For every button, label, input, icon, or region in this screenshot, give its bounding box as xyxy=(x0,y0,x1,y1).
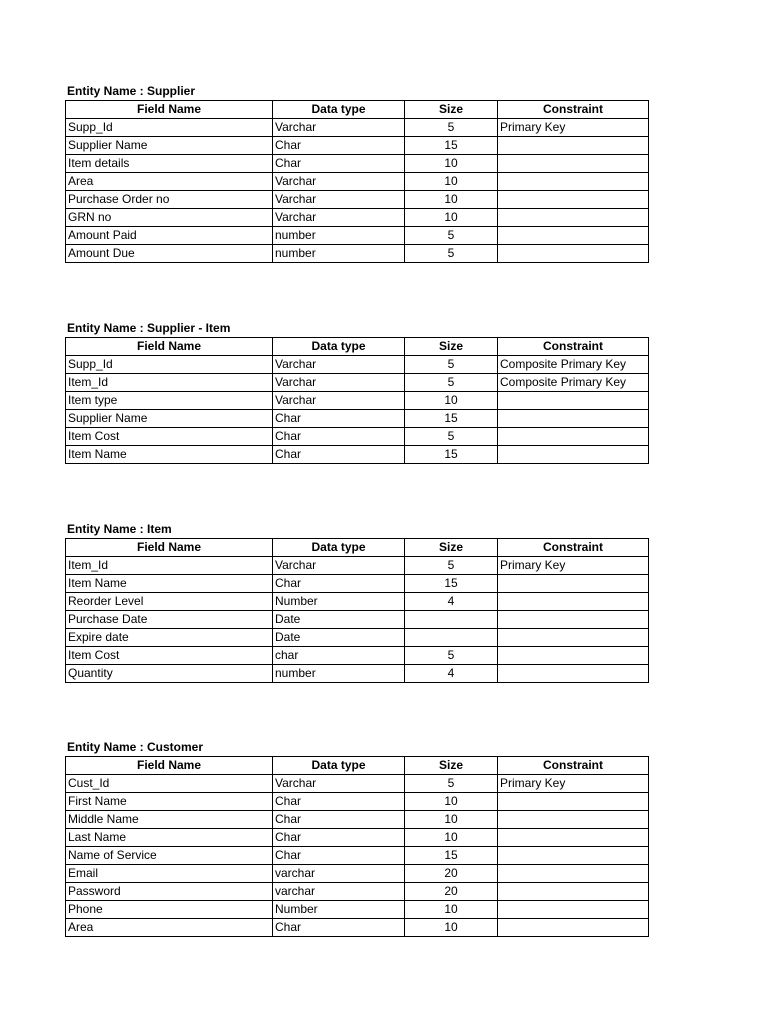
header-data-type: Data type xyxy=(273,101,405,119)
data-type-cell: Date xyxy=(273,629,405,647)
data-type-cell: Char xyxy=(273,919,405,937)
size-cell: 10 xyxy=(405,919,498,937)
constraint-cell xyxy=(498,191,649,209)
size-cell: 5 xyxy=(405,557,498,575)
entity-table xyxy=(65,100,649,263)
table-row xyxy=(66,793,649,811)
table-row xyxy=(66,883,649,901)
size-cell: 10 xyxy=(405,829,498,847)
table-row xyxy=(66,374,649,392)
header-size: Size xyxy=(405,338,498,356)
constraint-cell xyxy=(498,919,649,937)
data-type-cell: number xyxy=(273,245,405,263)
table-row xyxy=(66,119,649,137)
constraint-cell xyxy=(498,665,649,683)
constraint-cell xyxy=(498,647,649,665)
header-constraint: Constraint xyxy=(498,101,649,119)
table-row xyxy=(66,775,649,793)
data-type-cell: Char xyxy=(273,155,405,173)
table-row xyxy=(66,665,649,683)
header-size: Size xyxy=(405,101,498,119)
data-type-cell: Number xyxy=(273,593,405,611)
table-row xyxy=(66,611,649,629)
table-row xyxy=(66,227,649,245)
data-type-cell: Varchar xyxy=(273,173,405,191)
size-cell: 15 xyxy=(405,137,498,155)
size-cell: 20 xyxy=(405,865,498,883)
constraint-cell xyxy=(498,829,649,847)
entity-table xyxy=(65,538,649,683)
table-row xyxy=(66,245,649,263)
data-type-cell: varchar xyxy=(273,883,405,901)
field-name-cell: Name of Service xyxy=(66,847,273,865)
header-field-name: Field Name xyxy=(66,539,273,557)
entity-title: Entity Name : Supplier - Item xyxy=(67,321,231,335)
field-name-cell: Area xyxy=(66,173,273,191)
header-row xyxy=(66,757,649,775)
constraint-cell xyxy=(498,865,649,883)
constraint-cell xyxy=(498,811,649,829)
header-field-name: Field Name xyxy=(66,338,273,356)
constraint-cell xyxy=(498,392,649,410)
constraint-cell xyxy=(498,410,649,428)
field-name-cell: Amount Due xyxy=(66,245,273,263)
constraint-cell xyxy=(498,793,649,811)
data-type-cell: Varchar xyxy=(273,356,405,374)
field-name-cell: Item Cost xyxy=(66,428,273,446)
data-type-cell: Date xyxy=(273,611,405,629)
header-row xyxy=(66,539,649,557)
field-name-cell: Item details xyxy=(66,155,273,173)
table-row xyxy=(66,901,649,919)
header-row xyxy=(66,338,649,356)
size-cell: 4 xyxy=(405,593,498,611)
constraint-cell xyxy=(498,446,649,464)
constraint-cell xyxy=(498,137,649,155)
field-name-cell: Supp_Id xyxy=(66,356,273,374)
header-data-type: Data type xyxy=(273,539,405,557)
data-type-cell: Char xyxy=(273,137,405,155)
header-field-name: Field Name xyxy=(66,757,273,775)
field-name-cell: Supplier Name xyxy=(66,137,273,155)
data-type-cell: Varchar xyxy=(273,119,405,137)
size-cell: 5 xyxy=(405,428,498,446)
entity-title: Entity Name : Customer xyxy=(67,740,204,754)
entity-title: Entity Name : Supplier xyxy=(67,84,196,98)
constraint-cell xyxy=(498,593,649,611)
entity-title: Entity Name : Item xyxy=(67,522,172,536)
size-cell: 20 xyxy=(405,883,498,901)
entity-supplier xyxy=(65,83,649,263)
table-row xyxy=(66,575,649,593)
field-name-cell: First Name xyxy=(66,793,273,811)
data-type-cell: Char xyxy=(273,428,405,446)
constraint-cell xyxy=(498,227,649,245)
data-type-cell: Varchar xyxy=(273,209,405,227)
constraint-cell: Composite Primary Key xyxy=(498,374,649,392)
data-type-cell: Varchar xyxy=(273,191,405,209)
field-name-cell: Item Name xyxy=(66,575,273,593)
data-type-cell: Char xyxy=(273,811,405,829)
header-field-name: Field Name xyxy=(66,101,273,119)
field-name-cell: Area xyxy=(66,919,273,937)
table-row xyxy=(66,191,649,209)
data-type-cell: Char xyxy=(273,575,405,593)
field-name-cell: Last Name xyxy=(66,829,273,847)
field-name-cell: Item_Id xyxy=(66,557,273,575)
field-name-cell: Password xyxy=(66,883,273,901)
size-cell: 4 xyxy=(405,665,498,683)
constraint-cell xyxy=(498,611,649,629)
size-cell: 15 xyxy=(405,575,498,593)
data-type-cell: number xyxy=(273,665,405,683)
table-row xyxy=(66,173,649,191)
constraint-cell xyxy=(498,173,649,191)
entity-table xyxy=(65,337,649,464)
header-data-type: Data type xyxy=(273,757,405,775)
header-constraint: Constraint xyxy=(498,539,649,557)
table-row xyxy=(66,629,649,647)
size-cell: 10 xyxy=(405,901,498,919)
field-name-cell: Supplier Name xyxy=(66,410,273,428)
data-type-cell: Varchar xyxy=(273,374,405,392)
data-type-cell: Number xyxy=(273,901,405,919)
field-name-cell: Supp_Id xyxy=(66,119,273,137)
data-type-cell: number xyxy=(273,227,405,245)
size-cell: 10 xyxy=(405,155,498,173)
constraint-cell xyxy=(498,901,649,919)
field-name-cell: GRN no xyxy=(66,209,273,227)
table-row xyxy=(66,137,649,155)
data-type-cell: Varchar xyxy=(273,392,405,410)
field-name-cell: Item Cost xyxy=(66,647,273,665)
size-cell: 5 xyxy=(405,119,498,137)
header-size: Size xyxy=(405,757,498,775)
table-row xyxy=(66,428,649,446)
size-cell: 5 xyxy=(405,227,498,245)
table-row xyxy=(66,410,649,428)
field-name-cell: Quantity xyxy=(66,665,273,683)
field-name-cell: Email xyxy=(66,865,273,883)
size-cell: 15 xyxy=(405,410,498,428)
data-type-cell: varchar xyxy=(273,865,405,883)
data-type-cell: Char xyxy=(273,829,405,847)
data-type-cell: Char xyxy=(273,793,405,811)
field-name-cell: Phone xyxy=(66,901,273,919)
constraint-cell: Primary Key xyxy=(498,119,649,137)
size-cell: 5 xyxy=(405,374,498,392)
field-name-cell: Amount Paid xyxy=(66,227,273,245)
size-cell: 10 xyxy=(405,209,498,227)
constraint-cell xyxy=(498,209,649,227)
constraint-cell xyxy=(498,428,649,446)
size-cell: 15 xyxy=(405,446,498,464)
size-cell: 10 xyxy=(405,191,498,209)
field-name-cell: Reorder Level xyxy=(66,593,273,611)
table-row xyxy=(66,209,649,227)
table-row xyxy=(66,647,649,665)
size-cell: 5 xyxy=(405,775,498,793)
data-type-cell: Char xyxy=(273,446,405,464)
field-name-cell: Item type xyxy=(66,392,273,410)
size-cell: 10 xyxy=(405,811,498,829)
constraint-cell xyxy=(498,883,649,901)
table-row xyxy=(66,919,649,937)
field-name-cell: Middle Name xyxy=(66,811,273,829)
table-row xyxy=(66,829,649,847)
table-row xyxy=(66,811,649,829)
size-cell: 10 xyxy=(405,793,498,811)
header-constraint: Constraint xyxy=(498,757,649,775)
entity-table xyxy=(65,756,649,937)
size-cell: 15 xyxy=(405,847,498,865)
table-row xyxy=(66,155,649,173)
table-row xyxy=(66,392,649,410)
constraint-cell xyxy=(498,155,649,173)
field-name-cell: Expire date xyxy=(66,629,273,647)
header-data-type: Data type xyxy=(273,338,405,356)
table-row xyxy=(66,557,649,575)
data-type-cell: Varchar xyxy=(273,775,405,793)
data-type-cell: char xyxy=(273,647,405,665)
field-name-cell: Item Name xyxy=(66,446,273,464)
size-cell: 5 xyxy=(405,356,498,374)
constraint-cell: Primary Key xyxy=(498,557,649,575)
constraint-cell xyxy=(498,575,649,593)
size-cell: 10 xyxy=(405,392,498,410)
size-cell: 5 xyxy=(405,647,498,665)
data-type-cell: Char xyxy=(273,847,405,865)
size-cell: 10 xyxy=(405,173,498,191)
size-cell xyxy=(405,611,498,629)
data-type-cell: Char xyxy=(273,410,405,428)
constraint-cell xyxy=(498,629,649,647)
field-name-cell: Cust_Id xyxy=(66,775,273,793)
size-cell xyxy=(405,629,498,647)
field-name-cell: Purchase Order no xyxy=(66,191,273,209)
table-row xyxy=(66,593,649,611)
header-row xyxy=(66,101,649,119)
size-cell: 5 xyxy=(405,245,498,263)
entity-item xyxy=(65,521,649,683)
table-row xyxy=(66,865,649,883)
header-constraint: Constraint xyxy=(498,338,649,356)
entity-supplier-item xyxy=(65,320,649,464)
entity-customer xyxy=(65,739,649,937)
table-row xyxy=(66,446,649,464)
data-type-cell: Varchar xyxy=(273,557,405,575)
constraint-cell: Primary Key xyxy=(498,775,649,793)
table-row xyxy=(66,847,649,865)
constraint-cell xyxy=(498,847,649,865)
table-row xyxy=(66,356,649,374)
field-name-cell: Purchase Date xyxy=(66,611,273,629)
field-name-cell: Item_Id xyxy=(66,374,273,392)
constraint-cell xyxy=(498,245,649,263)
header-size: Size xyxy=(405,539,498,557)
constraint-cell: Composite Primary Key xyxy=(498,356,649,374)
